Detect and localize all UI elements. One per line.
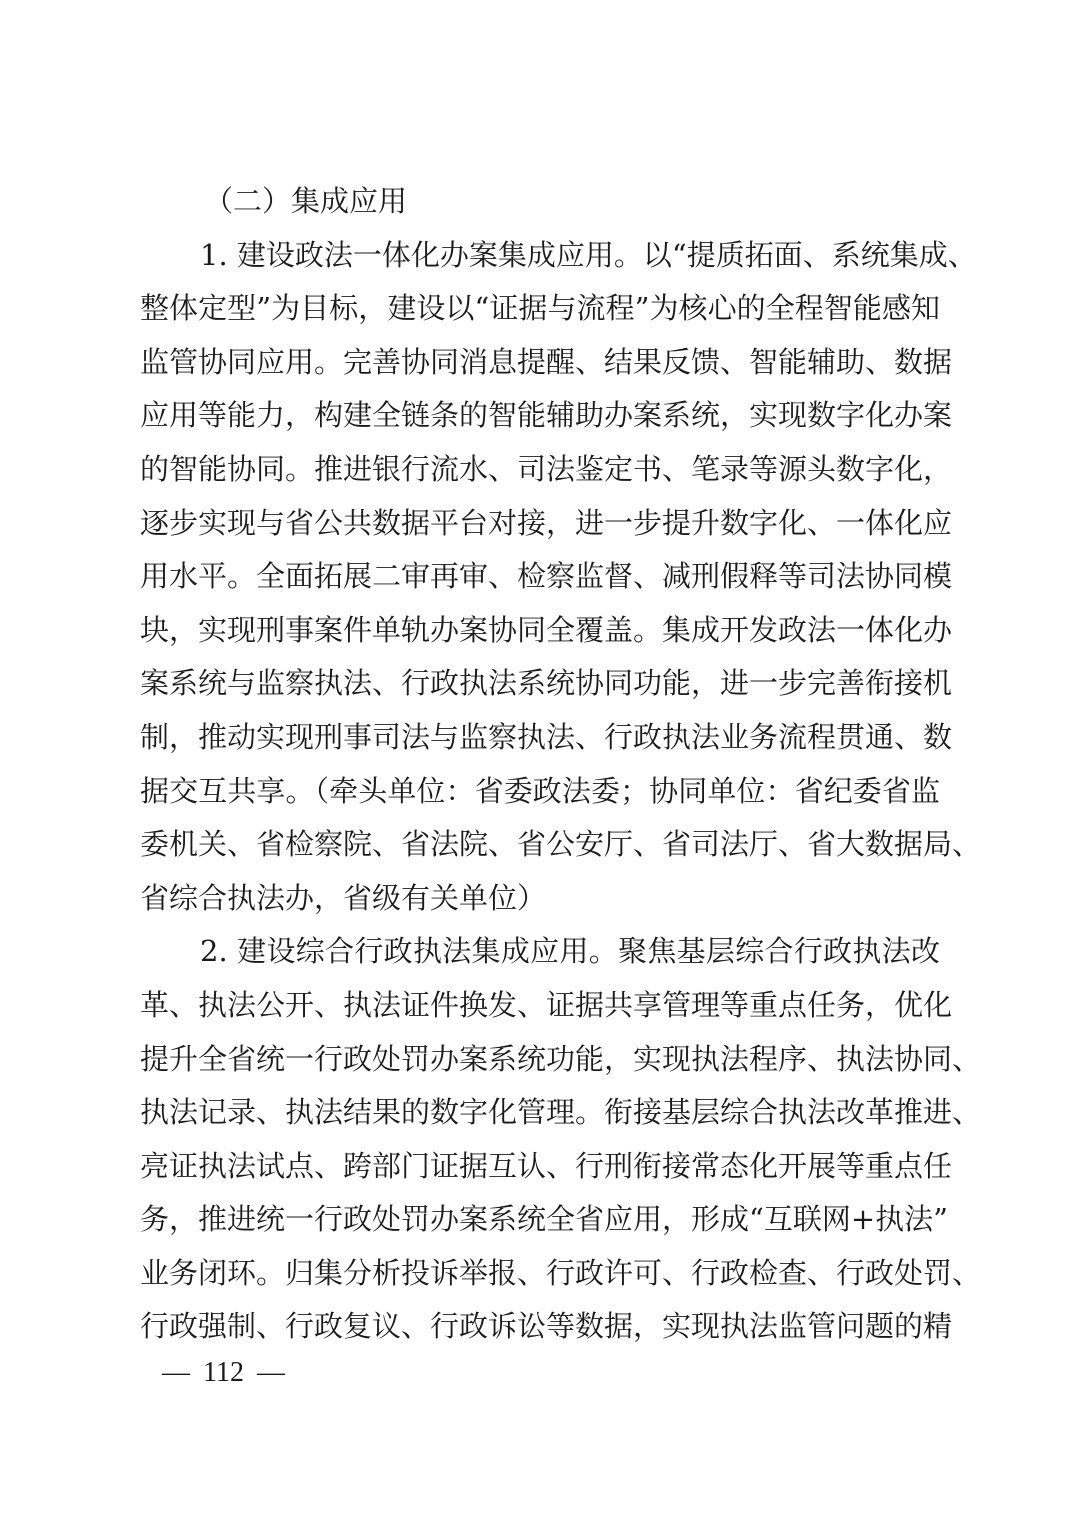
paragraphs — [140, 229, 982, 1354]
text-line: 2. 建设综合行政执法集成应用。聚焦基层综合行政执法改 — [200, 934, 940, 969]
text-line: 行政强制、行政复议、行政诉讼等数据，实现执法监管问题的精 — [140, 1309, 953, 1344]
paragraph — [140, 925, 982, 1354]
text-line: 块，实现刑事案件单轨办案协同全覆盖。集成开发政法一体化办 — [140, 612, 953, 647]
text-line: 应用等能力，构建全链条的智能辅助办案系统，实现数字化办案 — [140, 398, 953, 433]
text-line: 案系统与监察执法、行政执法系统协同功能，进一步完善衔接机 — [140, 666, 953, 701]
text-line: 用水平。全面拓展二审再审、检察监督、减刑假释等司法协同模 — [140, 559, 953, 594]
text-line: 整体定型”为目标，建设以“证据与流程”为核心的全程智能感知 — [140, 291, 940, 326]
text-line: 制，推动实现刑事司法与监察执法、行政执法业务流程贯通、数 — [140, 719, 953, 754]
document-body — [140, 175, 982, 1354]
text-line: 务，推进统一行政处罚办案系统全省应用，形成“互联网+执法” — [140, 1202, 948, 1237]
text-line: 的智能协同。推进银行流水、司法鉴定书、笔录等源头数字化， — [140, 451, 953, 486]
text-line: 执法记录、执法结果的数字化管理。衔接基层综合执法改革推进、 — [140, 1095, 982, 1130]
text-line: 委机关、省检察院、省法院、省公安厅、省司法厅、省大数据局、 — [140, 827, 982, 862]
text-line: 亮证执法试点、跨部门证据互认、行刑衔接常态化开展等重点任 — [140, 1148, 953, 1183]
text-line: 省综合执法办，省级有关单位） — [140, 880, 547, 915]
text-line: 据交互共享。（牵头单位：省委政法委；协同单位：省纪委省监 — [140, 773, 940, 808]
text-line: 监管协同应用。完善协同消息提醒、结果反馈、智能辅助、数据 — [140, 344, 953, 379]
section-heading: （二）集成应用 — [204, 184, 408, 218]
paragraph — [140, 229, 982, 926]
text-line: 革、执法公开、执法证件换发、证据共享管理等重点任务，优化 — [140, 987, 953, 1022]
page-number: — 112 — — [162, 1357, 285, 1388]
text-line: 逐步实现与省公共数据平台对接，进一步提升数字化、一体化应 — [140, 505, 953, 540]
text-line: 1. 建设政法一体化办案集成应用。以“提质拓面、系统集成、 — [200, 237, 977, 272]
text-line: 提升全省统一行政处罚办案系统功能，实现执法程序、执法协同、 — [140, 1041, 982, 1076]
text-line: 业务闭环。归集分析投诉举报、行政许可、行政检查、行政处罚、 — [140, 1255, 982, 1290]
